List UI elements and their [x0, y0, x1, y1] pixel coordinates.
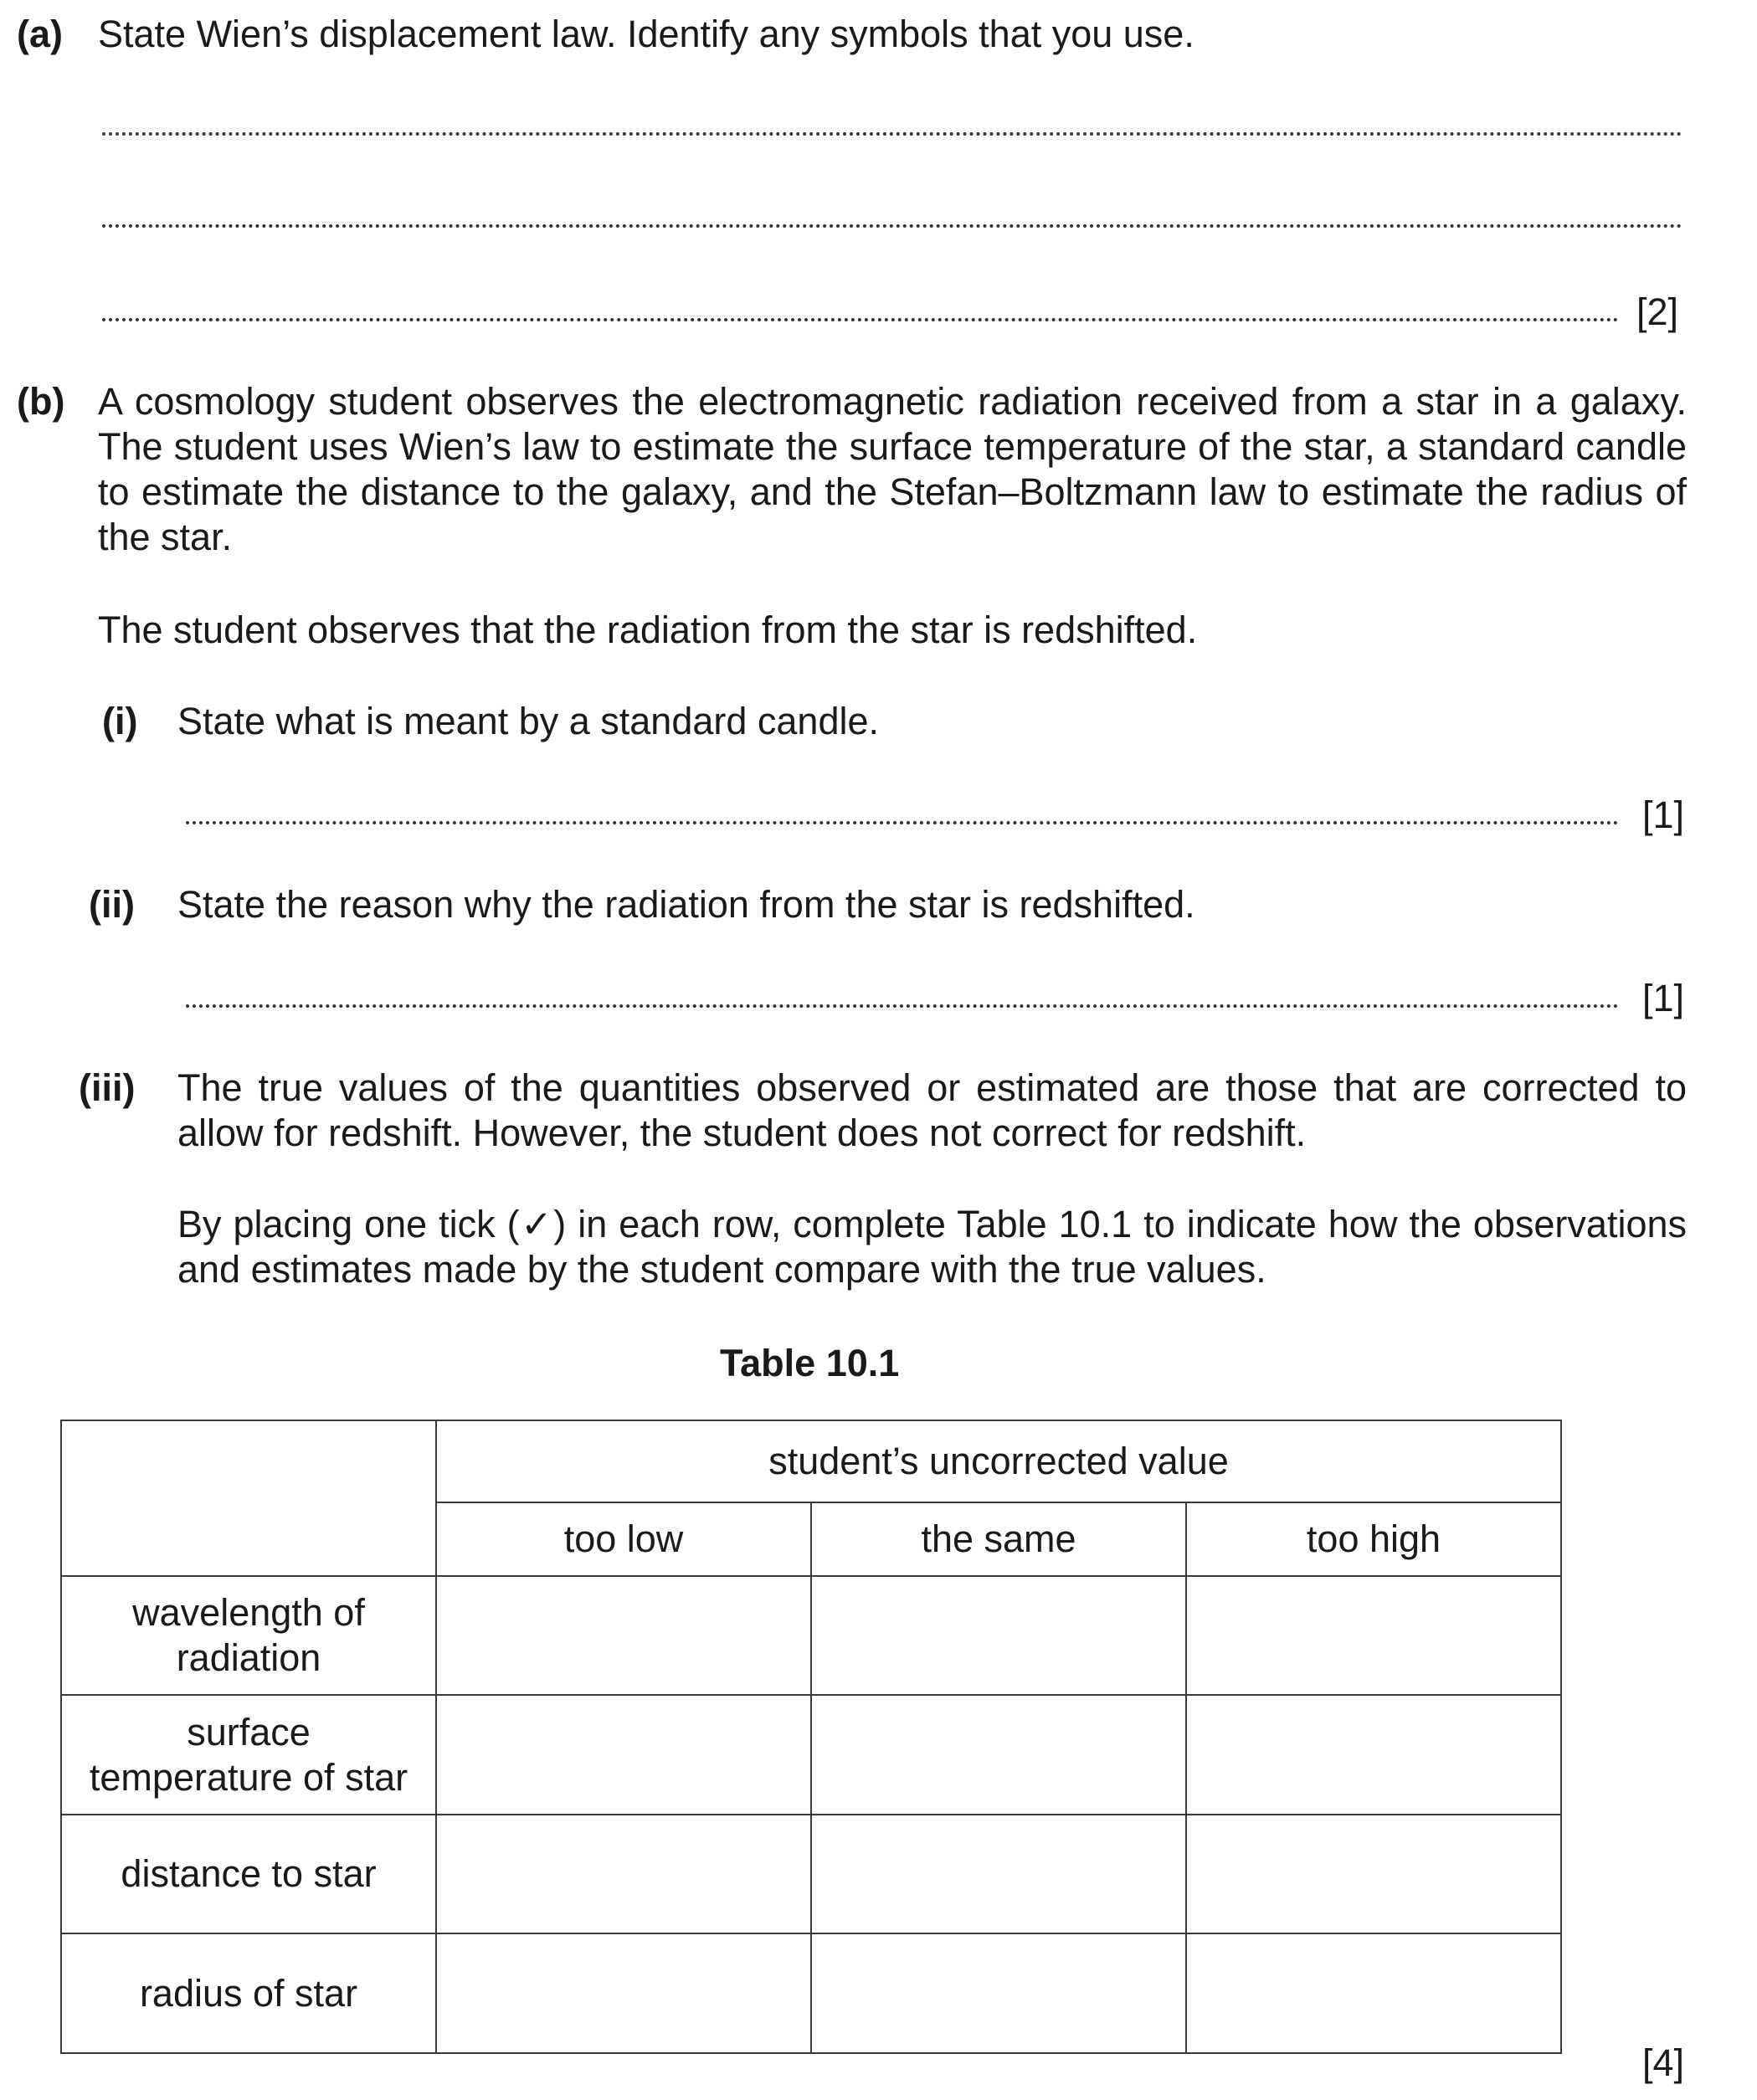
marks-ii: [1] — [1642, 977, 1685, 1019]
tick-cell[interactable] — [1186, 1576, 1561, 1695]
tick-cell[interactable] — [436, 1695, 811, 1815]
table-row — [61, 1695, 1561, 1815]
part-b-label: (b) — [17, 380, 65, 423]
sub-iii-text1: The true values of the quantities observed or estimated are those that are corrected to allow for redshift. However, the student does not correct for redshift. — [177, 1066, 1687, 1154]
column-header-too-low: too low — [436, 1502, 811, 1576]
part-a-label: (a) — [17, 13, 63, 55]
table-row — [61, 1815, 1561, 1933]
sub-ii-label: (ii) — [89, 883, 135, 926]
row-label-surface-temperature: surface temperature of star — [61, 1695, 436, 1815]
tick-cell[interactable] — [1186, 1815, 1561, 1933]
tick-cell[interactable] — [436, 1576, 811, 1695]
answer-line-ii[interactable] — [186, 1004, 1619, 1008]
tick-cell[interactable] — [1186, 1933, 1561, 2053]
marks-i: [1] — [1642, 793, 1685, 836]
tick-cell[interactable] — [811, 1815, 1186, 1933]
answer-line-a1[interactable] — [102, 132, 1683, 136]
sub-iii-text2: By placing one tick (✓) in each row, complete Table 10.1 to indicate how the observations and estimates made by the student compare with the true values. — [177, 1203, 1687, 1291]
part-b-observation: The student observes that the radiation from the star is redshifted. — [98, 608, 1198, 651]
marks-a: [2] — [1636, 290, 1679, 333]
table-corner-cell — [61, 1420, 436, 1576]
tick-cell[interactable] — [436, 1815, 811, 1933]
row-label-distance: distance to star — [61, 1815, 436, 1933]
table-caption: Table 10.1 — [720, 1342, 900, 1384]
answer-line-i[interactable] — [186, 821, 1619, 824]
sub-i-question: State what is meant by a standard candle. — [177, 700, 879, 742]
column-header-the-same: the same — [811, 1502, 1186, 1576]
row-label-radius: radius of star — [61, 1933, 436, 2053]
part-b-intro: A cosmology student observes the electromagnetic radiation received from a star in a galaxy. The student uses Wien’s law to estimate the surface temperature of the star, a standard candle to estimate the distance to the galaxy, and the Stefan–Boltzmann law to estimate the radius of the star. — [98, 380, 1687, 558]
answer-line-a3[interactable] — [102, 318, 1619, 321]
tick-cell[interactable] — [1186, 1695, 1561, 1815]
tick-cell[interactable] — [811, 1576, 1186, 1695]
table-10-1 — [60, 1420, 1562, 2054]
tick-cell[interactable] — [811, 1933, 1186, 2053]
sub-ii-question: State the reason why the radiation from the star is redshifted. — [177, 883, 1195, 926]
tick-cell[interactable] — [436, 1933, 811, 2053]
table-group-header: student’s uncorrected value — [436, 1420, 1561, 1502]
sub-i-label: (i) — [102, 700, 138, 742]
answer-line-a2[interactable] — [102, 224, 1683, 228]
table-row — [61, 1576, 1561, 1695]
row-label-wavelength: wavelength of radiation — [61, 1576, 436, 1695]
marks-table: [4] — [1642, 2041, 1685, 2084]
table-row — [61, 1933, 1561, 2053]
column-header-too-high: too high — [1186, 1502, 1561, 1576]
tick-cell[interactable] — [811, 1695, 1186, 1815]
part-a-question: State Wien’s displacement law. Identify any symbols that you use. — [98, 13, 1194, 55]
sub-iii-label: (iii) — [79, 1066, 136, 1109]
